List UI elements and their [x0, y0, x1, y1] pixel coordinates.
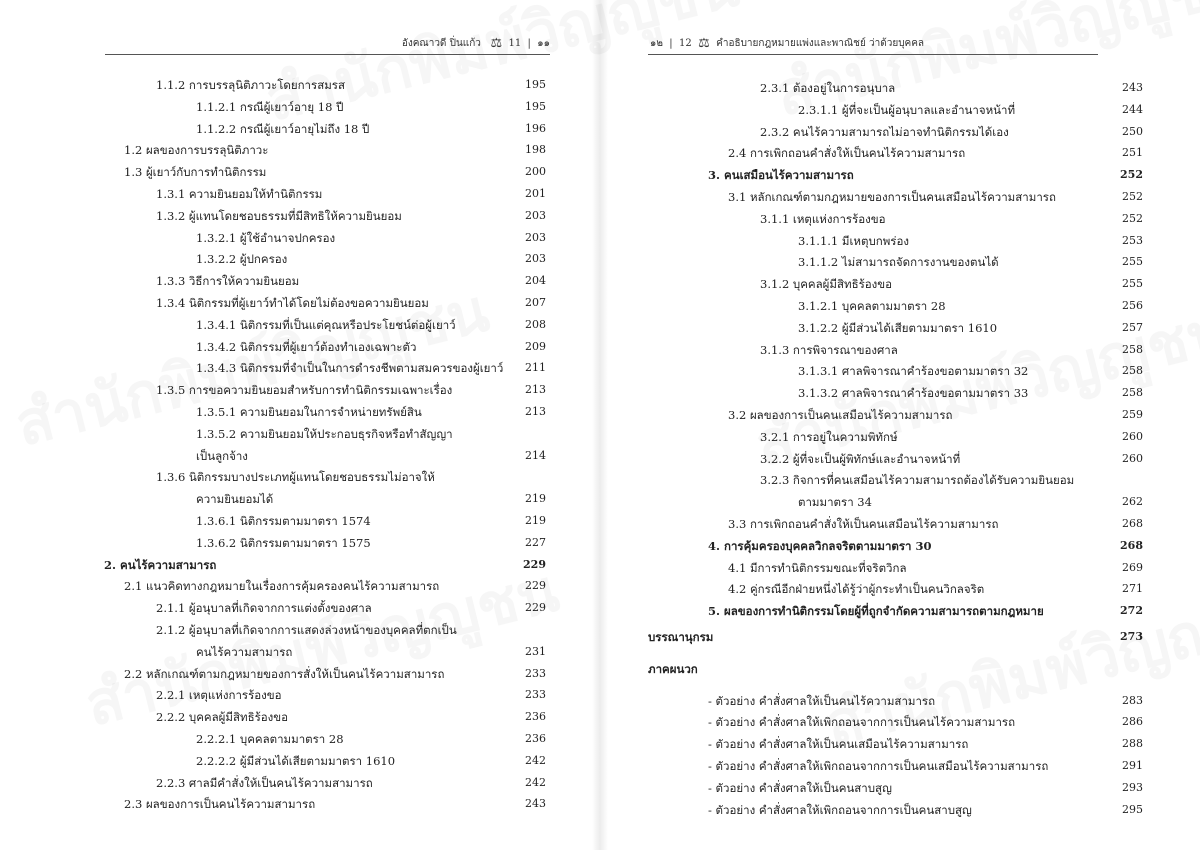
toc-entry — [0, 205, 600, 227]
toc-entry-title: 3.2.1 การอยู่ในความพิทักษ์ — [760, 429, 898, 444]
toc-entry-title: 1.3.5.1 ความยินยอมในการจำหน่ายทรัพย์สิน — [196, 405, 422, 419]
toc-entry-page: 255 — [1122, 255, 1143, 269]
toc-entry-page: 196 — [525, 121, 546, 135]
toc-entry-page: 195 — [525, 99, 546, 113]
toc-entry-title: 2.2.2 บุคคลผู้มีสิทธิร้องขอ — [156, 710, 289, 725]
toc-entry — [600, 251, 1200, 273]
toc-entry — [0, 183, 600, 205]
toc-entry-title: 4.1 มีการทำนิติกรรมขณะที่จริตวิกล — [728, 560, 907, 575]
toc-entry — [0, 619, 600, 641]
toc-entry — [600, 404, 1200, 426]
right-page-header: ๑๒ | 12 ⚖ คำอธิบายกฎหมายแพ่งและพาณิชย์ ว่าด้วยบุคคล — [650, 36, 925, 51]
toc-entry-title: 3.1.1.2 ไม่สามารถจัดการงานของตนได้ — [798, 255, 999, 270]
toc-entry-page: 203 — [525, 208, 546, 222]
toc-entry — [600, 208, 1200, 230]
toc-entry-page: 293 — [1122, 780, 1143, 794]
toc-entry-title: - ตัวอย่าง คำสั่งศาลให้เพิกถอนจากการเป็นคนไร้ความสามารถ — [708, 715, 1016, 730]
toc-entry-title: 3.1.1.1 มีเหตุบกพร่อง — [798, 233, 909, 248]
toc-entry-page: 243 — [1122, 81, 1143, 94]
toc-entry-page: 208 — [525, 317, 546, 331]
toc-entry-title: 1.3.4 นิติกรรมที่ผู้เยาว์ทำได้โดยไม่ต้องขอความยินยอม — [156, 296, 429, 310]
header-rule — [648, 54, 1098, 55]
toc-entry-page: 253 — [1122, 233, 1143, 247]
toc-entry-page: 273 — [1120, 630, 1143, 643]
toc-entry-title: 2.2.2.1 บุคคลตามมาตรา 28 — [196, 732, 344, 746]
toc-entry-page: 269 — [1122, 560, 1143, 574]
toc-entry — [600, 426, 1200, 448]
toc-entry-title: 1.3.2.2 ผู้ปกครอง — [196, 252, 288, 267]
toc-entry-title: 1.3.6.2 นิติกรรมตามมาตรา 1575 — [196, 535, 371, 550]
toc-entry-page: 219 — [525, 492, 546, 506]
toc-entry — [600, 142, 1200, 164]
toc-entry — [0, 379, 600, 401]
toc-entry-title: 1.3 ผู้เยาว์กับการทำนิติกรรม — [124, 165, 267, 180]
toc-entry — [0, 96, 600, 118]
toc-entry-title: คนไร้ความสามารถ — [196, 644, 293, 659]
toc-entry-page: 257 — [1122, 320, 1143, 334]
toc-entry-title: 3.1.2 บุคคลผู้มีสิทธิร้องขอ — [760, 277, 893, 292]
toc-entry-title: บรรณานุกรม — [648, 630, 714, 644]
toc-entry-title: 1.3.5 การขอความยินยอมสำหรับการทำนิติกรรมเฉพาะเรื่อง — [156, 383, 453, 398]
toc-entry-title: 5. ผลของการทำนิติกรรมโดยผู้ที่ถูกจำกัดความสามารถตามกฎหมาย — [708, 604, 1044, 619]
toc-entry-page: 207 — [525, 296, 546, 309]
toc-entry-page: 209 — [525, 339, 546, 353]
toc-entry — [600, 690, 1200, 712]
toc-entry — [600, 535, 1200, 557]
toc-entry — [600, 77, 1200, 99]
toc-entry — [600, 513, 1200, 535]
toc-entry-page: 242 — [525, 753, 546, 767]
toc-entry-title: 1.3.2.1 ผู้ใช้อำนาจปกครอง — [196, 230, 336, 245]
toc-entry-title: 3. คนเสมือนไร้ความสามารถ — [708, 168, 854, 183]
toc-entry — [0, 118, 600, 140]
toc-entry-title: เป็นลูกจ้าง — [196, 448, 248, 463]
toc-entry — [600, 799, 1200, 821]
toc-entry-title: 1.3.5.2 ความยินยอมให้ประกอบธุรกิจหรือทำสัญญา — [196, 426, 453, 441]
toc-entry-title: 1.3.4.1 นิติกรรมที่เป็นแต่คุณหรือประโยชน์ต่อผู้เยาว์ — [196, 317, 456, 332]
toc-entry-title: 3.1.1 เหตุแห่งการร้องขอ — [760, 211, 886, 226]
toc-entry-title: 3.1.3.1 ศาลพิจารณาคำร้องขอตามมาตรา 32 — [798, 364, 1029, 379]
toc-entry-title: 1.1.2.2 กรณีผู้เยาว์อายุไม่ถึง 18 ปี — [196, 121, 370, 136]
toc-entry-title: 2.2.3 ศาลมีคำสั่งให้เป็นคนไร้ความสามารถ — [156, 775, 373, 790]
toc-entry-title: 1.3.4.2 นิติกรรมที่ผู้เยาว์ต้องทำเองเฉพาะตัว — [196, 339, 417, 354]
toc-entry-page: 258 — [1122, 364, 1143, 378]
toc-entry — [0, 772, 600, 794]
toc-entry-title: 3.1.2.2 ผู้มีส่วนได้เสียตามมาตรา 1610 — [798, 320, 998, 335]
author-name: อังคณาวดี ปิ่นแก้ว — [401, 38, 481, 49]
toc-entry-page: 250 — [1122, 124, 1143, 138]
toc-entry-title: 3.1.2.1 บุคคลตามมาตรา 28 — [798, 299, 946, 313]
toc-entry-page: 272 — [1120, 604, 1143, 618]
toc-entry — [0, 314, 600, 336]
toc-entry-page: 227 — [525, 535, 546, 549]
right-page — [600, 0, 1200, 850]
toc-entry-page: 255 — [1122, 277, 1143, 291]
toc-entry — [0, 663, 600, 685]
thai-page-number: ๑๒ — [650, 38, 663, 49]
toc-entry — [600, 777, 1200, 799]
toc-entry-page: 229 — [525, 579, 546, 593]
toc-entry — [600, 382, 1200, 404]
toc-entry-page: 258 — [1122, 342, 1143, 356]
toc-entry — [600, 711, 1200, 733]
toc-entry-page: 201 — [525, 187, 546, 200]
toc-entry-page: 252 — [1122, 211, 1143, 225]
toc-entry-title: - ตัวอย่าง คำสั่งศาลให้เป็นคนสาบสูญ — [708, 780, 892, 795]
toc-entry — [0, 270, 600, 292]
toc-entry-page: 195 — [525, 78, 546, 91]
toc-entry-title: 3.2 ผลของการเป็นคนเสมือนไร้ความสามารถ — [728, 408, 953, 422]
toc-entry-title: 1.1.2 การบรรลุนิติภาวะโดยการสมรส — [156, 78, 345, 92]
toc-entry-page: 288 — [1122, 737, 1143, 751]
toc-entry-page: 213 — [525, 405, 546, 418]
toc-entry — [600, 121, 1200, 143]
toc-entry-title: 2.3.2 คนไร้ความสามารถไม่อาจทำนิติกรรมได้เอง — [760, 124, 1009, 139]
toc-entry-page: 231 — [525, 644, 546, 658]
thai-page-number: ๑๑ — [537, 38, 550, 49]
toc-entry-page: 211 — [525, 361, 546, 375]
toc-entry — [600, 557, 1200, 579]
toc-entry-page: 229 — [525, 601, 546, 615]
toc-entry — [600, 273, 1200, 295]
toc-entry — [600, 295, 1200, 317]
toc-entry-page: 213 — [525, 383, 546, 397]
toc-entry — [0, 641, 600, 663]
toc-entry — [0, 248, 600, 270]
toc-entry — [0, 750, 600, 772]
toc-entry-page: 236 — [525, 710, 546, 724]
toc-entry-title: 1.3.4.3 นิติกรรมที่จำเป็นในการดำรงชีพตามสมควรของผู้เยาว์ — [196, 361, 504, 376]
toc-entry-title: 1.3.6.1 นิติกรรมตามมาตรา 1574 — [196, 514, 371, 528]
toc-entry-page: 244 — [1122, 102, 1143, 116]
toc-entry-title: 4.2 คู่กรณีอีกฝ่ายหนึ่งได้รู้ว่าผู้กระทำเป็นคนวิกลจริต — [728, 582, 985, 597]
toc-entry — [0, 728, 600, 750]
toc-entry — [0, 423, 600, 445]
page-number: 11 — [508, 38, 522, 49]
toc-entry-page: 252 — [1120, 168, 1143, 182]
toc-entry-title: 2.2.1 เหตุแห่งการร้องขอ — [156, 688, 282, 703]
page-number: 12 — [679, 38, 692, 49]
toc-entry-page: 295 — [1122, 802, 1143, 816]
toc-entry — [0, 554, 600, 576]
scales-of-justice-icon: ⚖ — [698, 36, 710, 51]
toc-entry-title: 1.2 ผลของการบรรลุนิติภาวะ — [124, 143, 269, 158]
toc-entry — [600, 578, 1200, 600]
toc-entry — [0, 401, 600, 423]
toc-entry-title: 2.1.1 ผู้อนุบาลที่เกิดจากการแต่งตั้งของศาล — [156, 601, 372, 616]
toc-entry-title: 2. คนไร้ความสามารถ — [104, 557, 217, 572]
toc-entry — [600, 164, 1200, 186]
toc-entry-page: 286 — [1122, 715, 1143, 729]
toc-entry-title: 2.3.1.1 ผู้ที่จะเป็นผู้อนุบาลและอำนาจหน้าที่ — [798, 102, 1016, 117]
toc-entry-title: 3.1.3 การพิจารณาของศาล — [760, 342, 898, 357]
toc-entry — [0, 336, 600, 358]
toc-entry — [600, 186, 1200, 208]
toc-entry — [0, 139, 600, 161]
toc-entry — [600, 755, 1200, 777]
toc-entry — [0, 575, 600, 597]
toc-entry — [600, 600, 1200, 622]
toc-entry — [600, 733, 1200, 755]
toc-entry — [600, 360, 1200, 382]
toc-entry-page: 271 — [1122, 582, 1143, 596]
toc-entry-title: 1.3.3 วิธีการให้ความยินยอม — [156, 274, 300, 289]
toc-entry-title: 3.2.3 กิจการที่คนเสมือนไร้ความสามารถต้องได้รับความยินยอม — [760, 473, 1075, 488]
toc-entry — [0, 488, 600, 510]
toc-entry-title: - ตัวอย่าง คำสั่งศาลให้เป็นคนไร้ความสามารถ — [708, 693, 936, 708]
toc-entry-title: 2.2.2.2 ผู้มีส่วนได้เสียตามมาตรา 1610 — [196, 753, 396, 768]
toc-entry-page: 251 — [1122, 146, 1143, 160]
toc-entry — [0, 510, 600, 532]
toc-entry — [0, 793, 600, 815]
left-page-header: อังคณาวดี ปิ่นแก้ว ⚖ 11 | ๑๑ — [401, 36, 550, 51]
toc-entry-page: 204 — [525, 274, 546, 288]
toc-entry-title: ตามมาตรา 34 — [798, 495, 872, 510]
toc-entry-page: 259 — [1122, 408, 1143, 421]
toc-entry — [0, 74, 600, 96]
toc-entry-page: 214 — [525, 448, 546, 462]
toc-entry-title: 1.1.2.1 กรณีผู้เยาว์อายุ 18 ปี — [196, 99, 344, 114]
toc-entry — [0, 706, 600, 728]
toc-entry — [600, 626, 1200, 648]
toc-entry-title: 2.3.1 ต้องอยู่ในการอนุบาล — [760, 81, 896, 95]
toc-entry — [0, 597, 600, 619]
toc-entry-page: 262 — [1122, 495, 1143, 509]
toc-entry-page: 252 — [1122, 190, 1143, 203]
toc-entry-title: 1.3.2 ผู้แทนโดยชอบธรรมที่มีสิทธิให้ความยินยอม — [156, 208, 402, 223]
toc-entry-page: 233 — [525, 666, 546, 680]
toc-entry-page: 233 — [525, 688, 546, 702]
toc-entry-page: 229 — [523, 557, 546, 571]
toc-entry-title: - ตัวอย่าง คำสั่งศาลให้เป็นคนเสมือนไร้ความสามารถ — [708, 737, 969, 752]
header-rule — [105, 54, 550, 55]
toc-entry — [0, 445, 600, 467]
toc-entry-page: 242 — [525, 775, 546, 789]
toc-entry — [0, 161, 600, 183]
toc-entry-page: 203 — [525, 252, 546, 266]
toc-entry-page: 236 — [525, 732, 546, 745]
toc-entry-title: 2.2 หลักเกณฑ์ตามกฎหมายของการสั่งให้เป็นคนไร้ความสามารถ — [124, 666, 445, 681]
toc-entry-page: 256 — [1122, 299, 1143, 312]
toc-entry — [600, 658, 1200, 680]
toc-entry-title: 2.4 การเพิกถอนคำสั่งให้เป็นคนไร้ความสามารถ — [728, 146, 966, 161]
toc-entry-page: 243 — [525, 797, 546, 811]
toc-entry-title: 1.3.6 นิติกรรมบางประเภทผู้แทนโดยชอบธรรมไม่อาจให้ — [156, 470, 435, 485]
toc-entry-page: 200 — [525, 165, 546, 179]
toc-entry-title: ภาคผนวก — [648, 661, 698, 676]
toc-entry-title: - ตัวอย่าง คำสั่งศาลให้เพิกถอนจากการเป็นคนเสมือนไร้ความสามารถ — [708, 759, 1049, 773]
toc-entry — [0, 227, 600, 249]
toc-entry-title: 4. การคุ้มครองบุคคลวิกลจริตตามมาตรา 30 — [708, 538, 932, 553]
toc-entry — [0, 357, 600, 379]
toc-entry — [600, 448, 1200, 470]
toc-entry-title: 3.1 หลักเกณฑ์ตามกฎหมายของการเป็นคนเสมือนไร้ความสามารถ — [728, 190, 1056, 204]
toc-entry-page: 283 — [1122, 693, 1143, 707]
toc-entry — [0, 292, 600, 314]
toc-entry-title: 1.3.1 ความยินยอมให้ทำนิติกรรม — [156, 187, 323, 201]
toc-entry-title: 2.1 แนวคิดทางกฎหมายในเรื่องการคุ้มครองคนไร้ความสามารถ — [124, 579, 440, 594]
toc-entry — [600, 230, 1200, 252]
toc-entry-title: ความยินยอมได้ — [196, 492, 274, 507]
toc-entry — [600, 469, 1200, 491]
toc-entry-title: 3.2.2 ผู้ที่จะเป็นผู้พิทักษ์และอำนาจหน้าที่ — [760, 451, 961, 466]
toc-entry-title: 2.3 ผลของการเป็นคนไร้ความสามารถ — [124, 797, 316, 812]
toc-entry-page: 198 — [525, 143, 546, 157]
toc-entry — [0, 466, 600, 488]
toc-entry-page: 260 — [1122, 429, 1143, 443]
toc-entry — [600, 339, 1200, 361]
toc-entry-page: 268 — [1122, 517, 1143, 530]
toc-entry-page: 260 — [1122, 451, 1143, 465]
toc-entry — [600, 99, 1200, 121]
toc-entry-page: 219 — [525, 514, 546, 527]
toc-entry-title: - ตัวอย่าง คำสั่งศาลให้เพิกถอนจากการเป็นคนสาบสูญ — [708, 802, 972, 817]
toc-entry-page: 268 — [1120, 538, 1143, 552]
toc-entry-page: 258 — [1122, 386, 1143, 400]
toc-entry-page: 203 — [525, 230, 546, 244]
toc-entry-title: 3.3 การเพิกถอนคำสั่งให้เป็นคนเสมือนไร้ความสามารถ — [728, 517, 999, 531]
scales-of-justice-icon: ⚖ — [490, 36, 503, 51]
toc-entry-title: 2.1.2 ผู้อนุบาลที่เกิดจากการแสดงล่วงหน้าของบุคคลที่ตกเป็น — [156, 623, 457, 637]
toc-entry — [0, 684, 600, 706]
book-title: คำอธิบายกฎหมายแพ่งและพาณิชย์ ว่าด้วยบุคคล — [716, 38, 925, 49]
toc-entry — [600, 317, 1200, 339]
toc-entry-title: 3.1.3.2 ศาลพิจารณาคำร้องขอตามมาตรา 33 — [798, 386, 1029, 401]
toc-entry — [600, 491, 1200, 513]
toc-entry-page: 291 — [1122, 759, 1143, 772]
toc-entry — [0, 532, 600, 554]
